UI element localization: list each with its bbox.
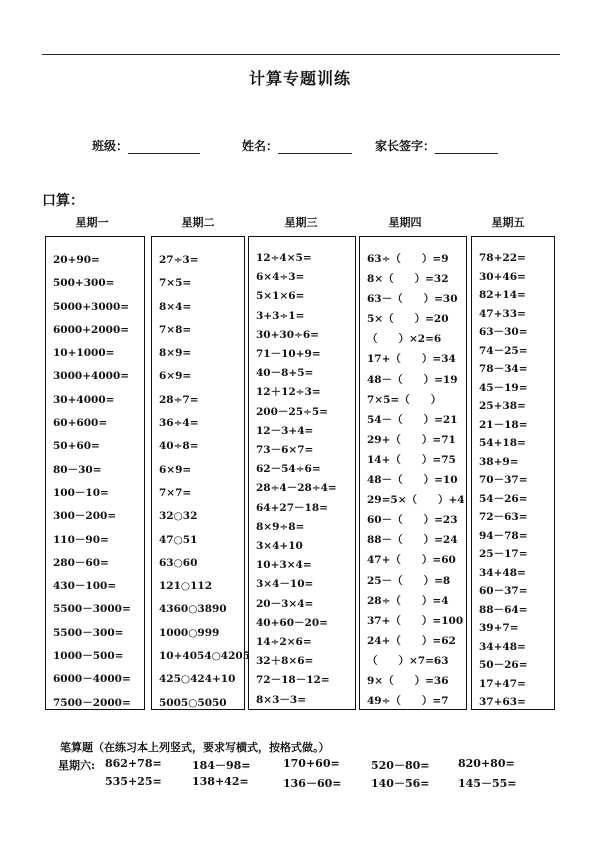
problem-item: 425○424+10 — [159, 673, 236, 686]
column-tuesday — [151, 236, 251, 710]
problem-item: 47+（ ）=60 — [367, 554, 456, 567]
problem-item: 38+9= — [479, 455, 519, 468]
problem-item: 3000+4000= — [53, 370, 130, 383]
parent-signature-blank[interactable] — [435, 142, 498, 154]
problem-item: 28÷（ ）=4 — [367, 594, 449, 607]
problem-item: 30+30÷6= — [256, 328, 319, 341]
problem-item: 30+46= — [479, 270, 526, 283]
problem-item: 70－37= — [479, 474, 528, 486]
problem-item: 9×（ ）=36 — [367, 674, 449, 687]
written-section-title: 笔算题（在练习本上列竖式，要求写横式，按格式做。） — [60, 741, 330, 754]
problem-item: 49÷（ ）=7 — [367, 695, 449, 708]
problem-item: 78－34= — [479, 363, 528, 375]
problem-item: 6×9= — [159, 370, 192, 383]
problem-item: 25－（ ）=8 — [367, 574, 451, 587]
problem-item: 48－（ ）=10 — [367, 474, 458, 487]
problem-item: （ ）×2=6 — [367, 333, 442, 346]
problem-item: 36÷4= — [159, 417, 199, 430]
problem-item: 5000+3000= — [53, 300, 130, 313]
written-item: 140－56= — [371, 777, 430, 790]
problem-item: 3+3÷1= — [256, 309, 305, 322]
problem-item: 71－10+9= — [256, 348, 321, 361]
column-monday — [45, 236, 145, 710]
problem-item: 63－30= — [479, 326, 528, 338]
problem-item: 24+（ ）=62 — [367, 634, 456, 647]
problem-item: 8×9÷8= — [256, 520, 305, 533]
parent-field — [375, 137, 498, 154]
problem-item: 63÷（ ）=9 — [367, 253, 449, 265]
column-items — [367, 249, 464, 711]
problem-item: 64+27－18= — [256, 501, 328, 514]
problem-item: 14÷2×6= — [256, 636, 312, 649]
problem-item: 7500－2000= — [53, 696, 131, 709]
problem-item: 40÷8= — [159, 440, 199, 453]
problem-item: 88－64= — [479, 603, 528, 616]
problem-item: 34+48= — [479, 640, 526, 653]
problem-item: 5005○5050 — [159, 696, 227, 709]
problem-item: 39+7= — [479, 622, 519, 634]
problem-item: 10+3×4= — [256, 559, 312, 572]
problem-item: 430－100= — [53, 580, 117, 593]
problem-item: 12÷4×5= — [256, 252, 312, 264]
problem-item: 5×1×6= — [256, 290, 305, 303]
problem-item: 5×（ ）=20 — [367, 313, 449, 326]
problem-item: 88－（ ）=24 — [367, 534, 458, 547]
problem-item: 8×9= — [159, 347, 192, 360]
problem-item: 8×4= — [159, 300, 192, 313]
problem-item: 300－200= — [53, 510, 117, 523]
problem-item: 37+（ ）=100 — [367, 614, 464, 627]
problem-item: 32○32 — [159, 510, 198, 523]
problem-item: 1000○999 — [159, 626, 220, 639]
problem-item: 7×8= — [159, 323, 192, 336]
day-header-2: 星期二 — [181, 216, 215, 229]
column-items — [479, 249, 552, 712]
problem-item: 5500－300= — [53, 626, 124, 639]
problem-item: 280－60= — [53, 556, 109, 569]
problem-item: 29=5×（ ）+4 — [367, 494, 465, 507]
oral-section-title: 口算： — [42, 193, 84, 209]
problem-item: 8×（ ）=32 — [367, 273, 449, 286]
class-blank[interactable] — [128, 142, 200, 154]
problem-item: 54－26= — [479, 492, 528, 505]
column-items — [53, 249, 142, 715]
problem-item: 25+38= — [479, 400, 526, 412]
problem-item: 37+63= — [479, 696, 526, 708]
class-label: 班级： — [92, 139, 129, 153]
problem-item: 5500－3000= — [53, 603, 131, 616]
problem-item: 7×5= — [159, 277, 192, 290]
problem-item: 47○51 — [159, 533, 198, 546]
problem-item: 17+（ ）=34 — [367, 353, 456, 366]
problem-item: 40－8+5= — [256, 367, 314, 380]
problem-item: 40+60－20= — [256, 616, 328, 629]
top-rule — [42, 54, 560, 55]
problem-item: 63○60 — [159, 556, 198, 569]
problem-item: 78+22= — [479, 252, 526, 264]
problem-item: 73－6×7= — [256, 444, 314, 457]
column-wednesday — [248, 236, 356, 710]
problem-item: 28÷4－28÷4= — [256, 482, 337, 495]
written-item: 520－80= — [371, 759, 430, 772]
problem-item: 3×4+10 — [256, 540, 303, 553]
problem-item: 82+14= — [479, 289, 526, 301]
problem-item: 3×4－10= — [256, 578, 314, 591]
problem-item: 20+90= — [53, 254, 100, 266]
day-header-1: 星期一 — [75, 216, 109, 229]
problem-item: 6000+2000= — [53, 323, 130, 336]
problem-item: 500+300= — [53, 277, 115, 290]
problem-item: 8×3－3= — [256, 693, 307, 706]
problem-item: 72－18－12= — [256, 674, 330, 687]
problem-item: 12－3+4= — [256, 424, 314, 437]
name-label: 姓名： — [242, 139, 279, 153]
problem-item: 45－19= — [479, 381, 528, 394]
problem-item: 7×5=（ ） — [367, 393, 442, 406]
problem-item: 54－（ ）=21 — [367, 413, 458, 426]
problem-item: 80－30= — [53, 463, 102, 476]
parent-label: 家长签字： — [375, 139, 436, 153]
problem-item: 28÷7= — [159, 393, 199, 406]
day-header-3: 星期三 — [284, 216, 318, 229]
problem-item: 27÷3= — [159, 254, 199, 266]
problem-item: 50－26= — [479, 659, 528, 671]
column-items — [159, 249, 251, 715]
written-item: 145－55= — [458, 777, 517, 790]
problem-item: 7×7= — [159, 486, 192, 499]
problem-item: 1000－500= — [53, 650, 124, 663]
problem-item: 17+47= — [479, 677, 526, 690]
name-blank[interactable] — [278, 142, 352, 154]
problem-item: 10+4054○4205 — [159, 650, 251, 663]
problem-item: 25－17= — [479, 548, 528, 560]
problem-item: 12＋12÷3= — [256, 386, 321, 399]
written-item: 184－98= — [192, 759, 251, 772]
problem-item: 110－90= — [53, 533, 109, 546]
problem-item: 200－25÷5= — [256, 405, 328, 418]
problem-item: 20－3×4= — [256, 597, 314, 610]
problem-item: 14+（ ）=75 — [367, 453, 456, 466]
problem-item: 10+1000= — [53, 347, 115, 360]
problem-item: 100－10= — [53, 486, 109, 499]
day-header-4: 星期四 — [388, 216, 422, 229]
problem-item: 54+18= — [479, 437, 526, 449]
written-item: 136－60= — [283, 777, 342, 790]
problem-item: 29+（ ）=71 — [367, 433, 456, 446]
problem-item: 60－（ ）=23 — [367, 514, 458, 527]
problem-item: 34+48= — [479, 566, 526, 579]
problem-item: 47+33= — [479, 307, 526, 320]
written-item: 138+42= — [192, 775, 249, 788]
problem-item: 63－（ ）=30 — [367, 293, 458, 306]
problem-item: 60+600= — [53, 417, 108, 430]
problem-item: 94－78= — [479, 529, 528, 542]
page-title: 计算专题训练 — [248, 69, 351, 88]
problem-item: 74－25= — [479, 344, 528, 357]
problem-item: 6×4÷3= — [256, 271, 305, 284]
written-item: 535+25= — [105, 775, 162, 788]
problem-item: 32＋8×6= — [256, 655, 314, 668]
column-friday — [471, 236, 555, 710]
written-item: 170+60= — [283, 757, 340, 770]
written-item: 862+78= — [105, 757, 162, 770]
class-field — [92, 137, 200, 154]
problem-item: 72－63= — [479, 511, 528, 523]
problem-item: （ ）×7=63 — [367, 654, 449, 667]
problem-item: 48－（ ）=19 — [367, 373, 458, 386]
problem-item: 4360○3890 — [159, 603, 227, 616]
day-header-5: 星期五 — [491, 216, 525, 229]
column-thursday — [359, 236, 467, 710]
column-items — [256, 249, 353, 710]
problem-item: 21－18= — [479, 418, 528, 431]
problem-item: 50+60= — [53, 440, 100, 453]
problem-item: 60－37= — [479, 585, 528, 597]
problem-item: 62－54÷6= — [256, 463, 321, 476]
name-field — [242, 137, 352, 154]
problem-item: 6×9= — [159, 463, 192, 476]
problem-item: 6000－4000= — [53, 673, 131, 686]
written-item: 820+80= — [458, 757, 515, 770]
problem-item: 121○112 — [159, 580, 212, 593]
written-day-label: 星期六: — [58, 759, 96, 772]
problem-item: 30+4000= — [53, 393, 115, 406]
